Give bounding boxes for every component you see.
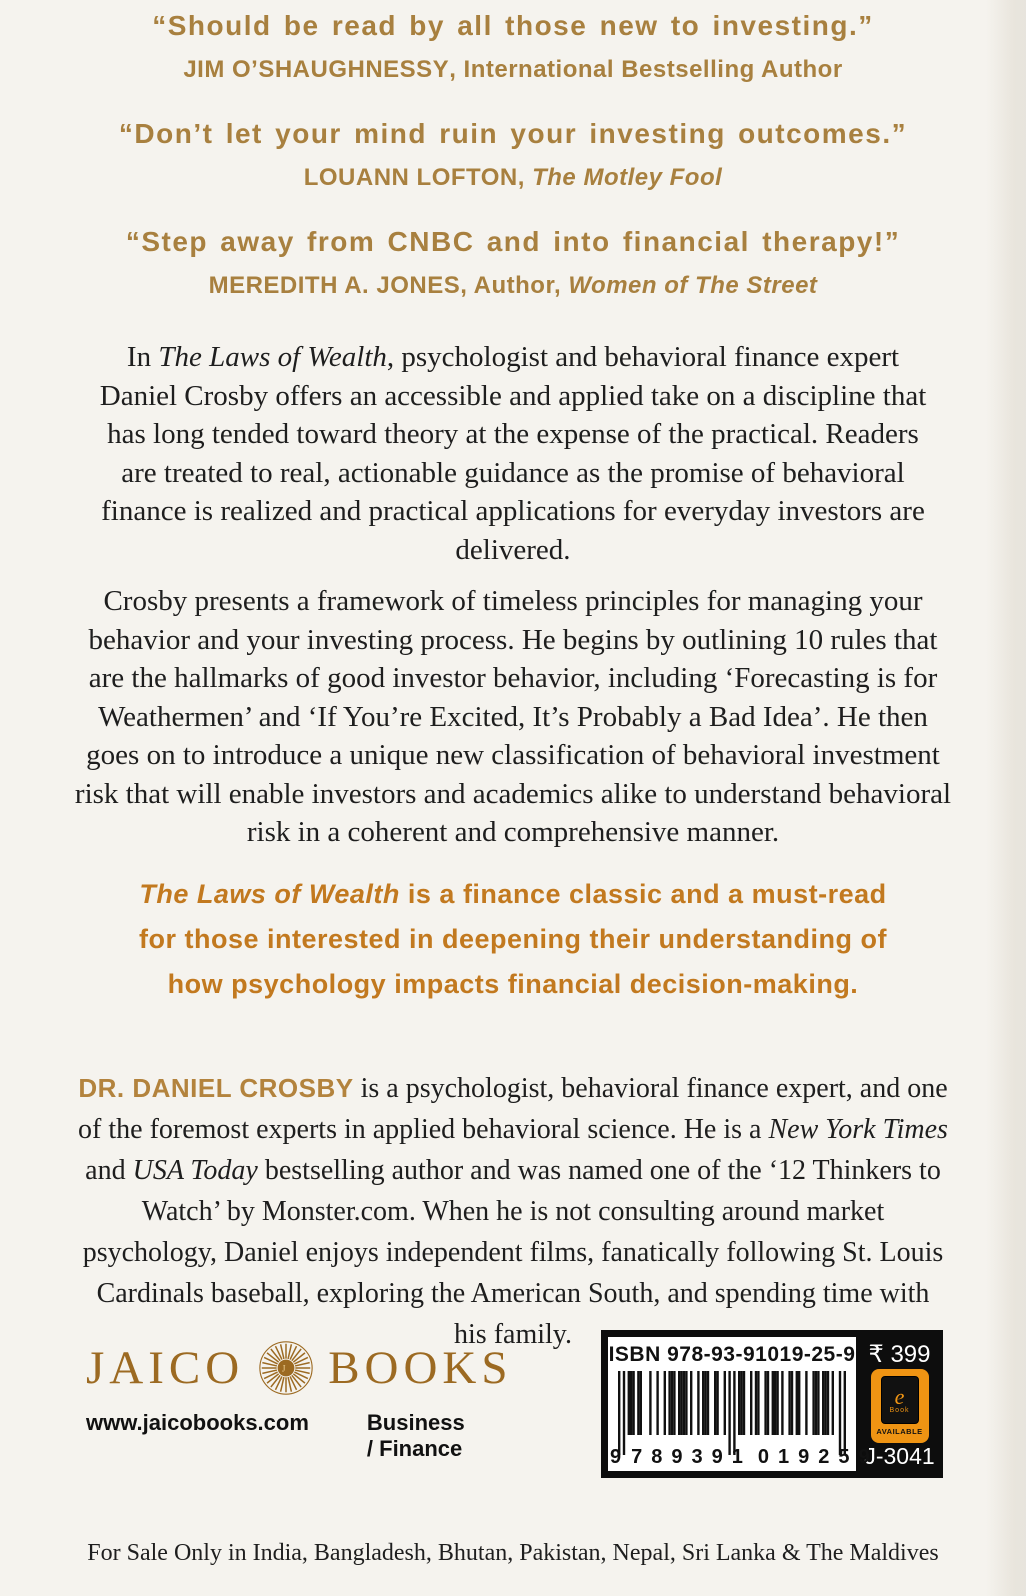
barcode-digit-group: 789391 — [631, 1446, 752, 1468]
distribution-note: For Sale Only in India, Bangladesh, Bhutan, Pakistan, Nepal, Sri Lanka & The Maldives — [87, 1540, 939, 1566]
quote-text: “Step away from CNBC and into financial therapy!” — [125, 226, 901, 257]
publisher-website: www.jaicobooks.com — [86, 1410, 309, 1435]
bio-text: and — [85, 1155, 133, 1186]
barcode-digit-group: 019259 — [757, 1446, 879, 1468]
quote-attribution — [0, 54, 1026, 86]
ean13-barcode — [618, 1371, 846, 1457]
ebook-available-icon — [871, 1369, 929, 1443]
ebook-icon — [881, 1376, 919, 1424]
svg-text:J: J — [282, 1364, 291, 1375]
jaico-sun-icon — [258, 1340, 314, 1396]
ebook-e-glyph: e — [894, 1383, 905, 1409]
attribution-detail: , — [517, 164, 533, 191]
quote-attribution — [0, 270, 1026, 302]
barcode-panel — [608, 1337, 879, 1471]
publisher-footer — [86, 1340, 513, 1462]
book-title-italic: The Laws of Wealth — [158, 341, 387, 373]
bio-text: bestselling author and was named one of the ‘12 Thinkers to Watch’ by Monster.com. When he is not consulting around market psychology, Daniel enjoys independent films, fanatically following St. Louis Cardinals baseball, exploring the American South, and spending time with his family. — [82, 1155, 944, 1350]
publication-name-italic: USA Today — [132, 1155, 258, 1186]
ebook-available-text: AVAILABLE — [876, 1427, 923, 1436]
quote-text: “Don’t let your mind ruin your investing outcomes.” — [118, 118, 908, 149]
attribution-work: The Motley Fool — [532, 164, 723, 191]
book-category: Business / Finance — [366, 1410, 465, 1461]
synopsis-text: In — [126, 341, 159, 373]
author-name: DR. DANIEL CROSBY — [78, 1073, 354, 1103]
logo-text-jaico: JAICO — [86, 1342, 245, 1394]
synopsis-paragraph-2: Crosby presents a framework of timeless principles for managing your behavior and your investing process. He begins by outlining 10 rules that are the hallmarks of good investor behavior, including ‘Forecasting is for Weathermen’ and ‘If You’re Excited, It’s Probably a Bad Idea’. He then goes on to introduce a unique new classification of behavioral investment risk that will enable investors and academics alike to understand behavioral risk in a coherent and comprehensive manner. — [74, 585, 952, 848]
synopsis-text: , psychologist and behavioral finance expert Daniel Crosby offers an accessible and applied take on a discipline that has long tended toward theory at the expense of the practical. Readers are treated to real, actionable guidance as the promise of behavioral finance is realized and practical applications for everyday investors are delivered. — [99, 341, 927, 566]
isbn-number: ISBN 978-93-91019-25-9 — [608, 1343, 856, 1366]
endorsement-quote — [0, 114, 1026, 194]
endorsement-quote — [0, 222, 1026, 302]
price-tag: ₹ 399 — [868, 1341, 931, 1368]
jaico-books-logo — [86, 1340, 513, 1396]
publisher-meta — [86, 1410, 466, 1462]
quote-text: “Should be read by all those new to investing.” — [152, 10, 874, 41]
synopsis-paragraph-1 — [93, 338, 933, 569]
ebook-book-text: Book — [889, 1406, 910, 1414]
book-title-italic: The Laws of Wealth — [139, 879, 400, 909]
attribution-work: Women of The Street — [568, 272, 818, 299]
barcode-label — [601, 1330, 943, 1478]
tagline-text: is a finance classic and a must-read for those interested in deepening their understanding of how psychology impacts financial decision-making. — [138, 879, 888, 999]
attribution-name: LOUANN LOFTON — [303, 164, 518, 191]
barcode-digits — [608, 1446, 879, 1469]
endorsements-section — [0, 6, 1026, 330]
attribution-detail: , Author, — [460, 272, 569, 299]
attribution-detail: , International Bestselling Author — [449, 56, 843, 83]
barcode-digit-group: 9 — [610, 1446, 622, 1468]
author-bio — [78, 1068, 948, 1355]
logo-text-books: BOOKS — [328, 1342, 513, 1394]
tagline-statement — [133, 872, 893, 1007]
publication-name-italic: New York Times — [768, 1114, 948, 1145]
quote-attribution — [0, 162, 1026, 194]
bio-text: is a psychologist, behavioral finance expert, and one of the foremost experts in applied behavioral science. He is a — [78, 1073, 948, 1145]
endorsement-quote — [0, 6, 1026, 86]
attribution-name: JIM O’SHAUGHNESSY — [183, 56, 450, 83]
attribution-name: MEREDITH A. JONES — [208, 272, 461, 299]
publisher-code: J-3041 — [864, 1443, 935, 1469]
